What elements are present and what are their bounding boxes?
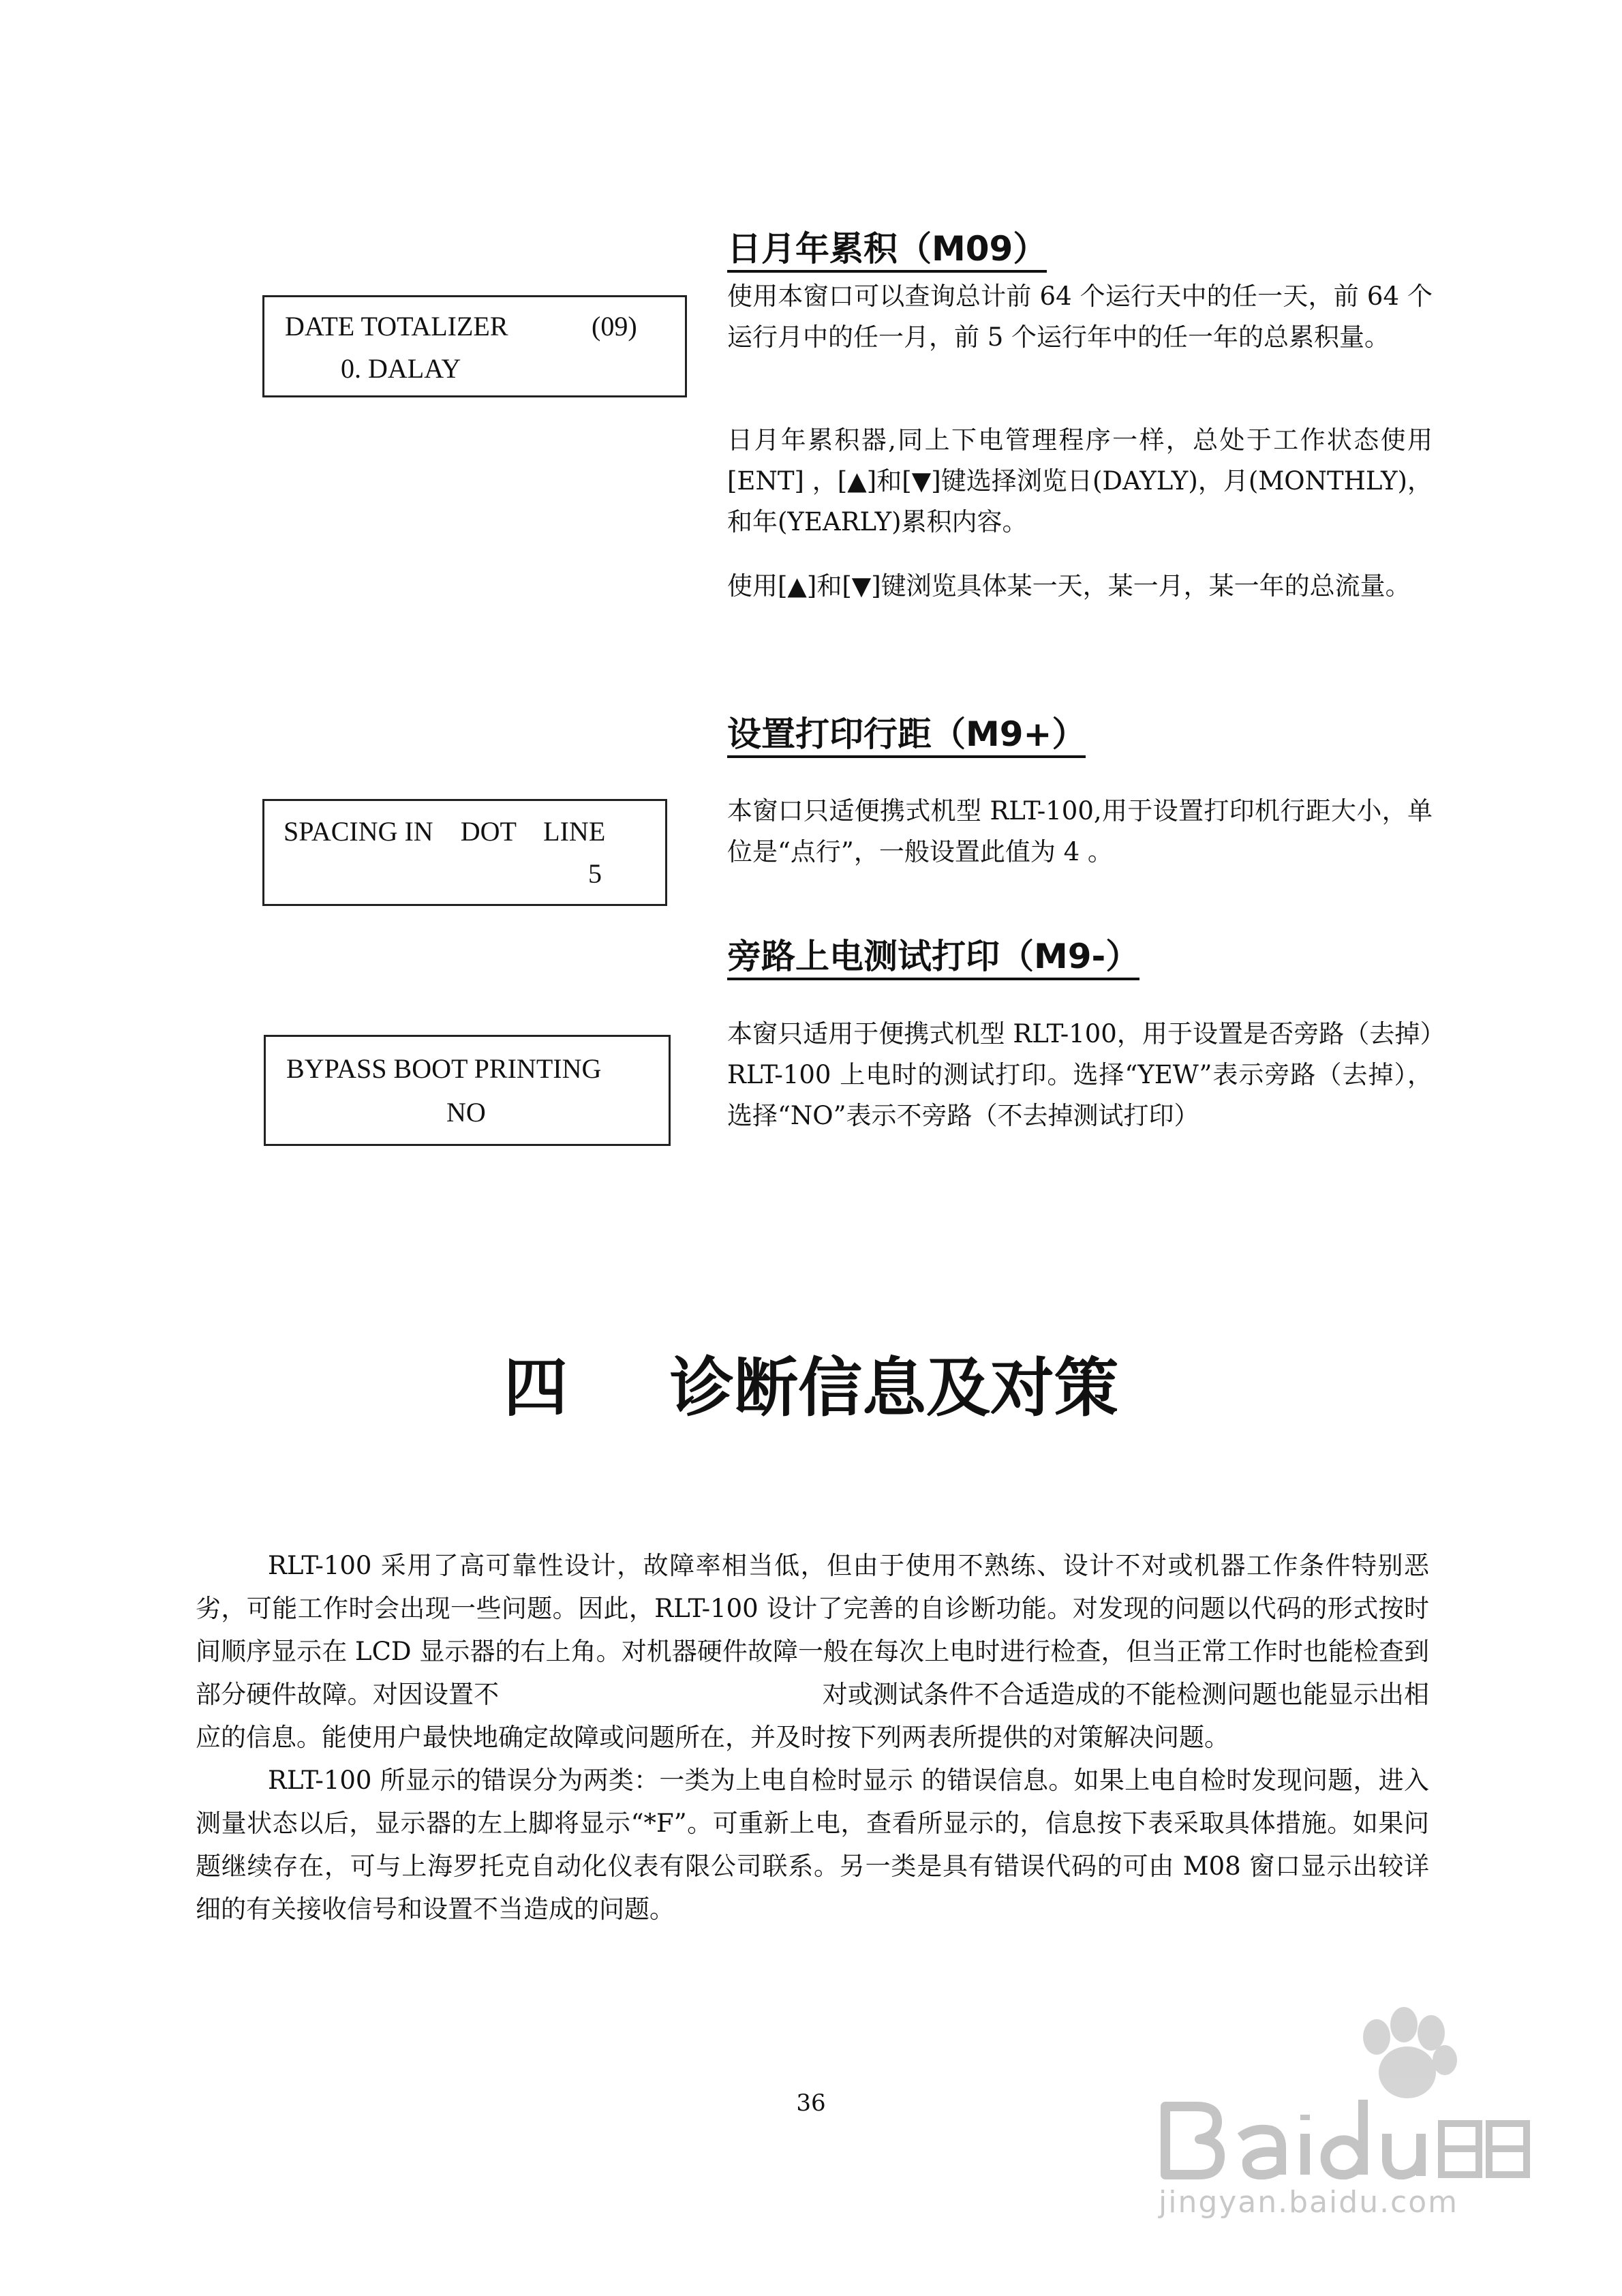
- section1-paragraph-2: 日月年累积器,同上下电管理程序一样，总处于工作状态使用[ENT] ，[▲]和[▼]键选择浏览日(DAYLY)，月(MONTHLY)，和年(YEARLY)累积内容。: [727, 425, 1433, 537]
- section1-paragraph-1: 使用本窗口可以查询总计前 64 个运行天中的任一天，前 64 个运行月中的任一月，前 5 个运行年中的任一年的总累积量。: [727, 282, 1433, 352]
- section-title-date-totalizer: 日月年累积（M09）: [727, 232, 1047, 273]
- body-paragraph-1: RLT-100 采用了高可靠性设计，故障率相当低，但由于使用不熟练、设计不对或机器工作条件特别恶劣，可能工作时会出现一些问题。因此，RLT-100 设计了完善的自诊断功能。对发现的问题以代码的形式按时间顺序显示在 LCD 显示器的右上角。对机器硬件故障一般在每次上电时进行检查，但当正常工作时也能检查到部分硬件故障。对因设置不 对或测试条件不合适造成的不能检测问题也能显示出相应的信息。能使用户最快地确定故障或问题所在，并及时按下列两表所提供的对策解决问题。: [196, 1551, 1429, 1752]
- chapter-heading: [0, 1351, 1622, 1425]
- lcd-line2: 5: [588, 858, 602, 889]
- lcd-line2: 0. DALAY: [341, 353, 461, 384]
- chapter-title: 诊断信息及对策: [670, 1351, 1119, 1425]
- section-title-bypass-boot-print: 旁路上电测试打印（M9-）: [727, 939, 1139, 980]
- baidu-jingyan-watermark-logo: [1152, 1997, 1533, 2202]
- section1-paragraph-3: 使用[▲]和[▼]键浏览具体某一天，某一月，某一年的总流量。: [727, 571, 1411, 601]
- lcd-line1: BYPASS BOOT PRINTING: [286, 1053, 602, 1084]
- lcd-line2: NO: [446, 1097, 486, 1128]
- lcd-line1: SPACING IN DOT LINE: [284, 816, 606, 847]
- section-title-print-spacing: 设置打印行距（M9+）: [727, 717, 1086, 758]
- page-number: 36: [796, 2089, 826, 2117]
- section3-paragraph-1: 本窗只适用于便携式机型 RLT-100，用于设置是否旁路（去掉）RLT-100 上电时的测试打印。选择“YEW”表示旁路（去掉），选择“NO”表示不旁路（不去掉测试打印）: [727, 1019, 1433, 1130]
- chapter-number: 四: [503, 1351, 568, 1425]
- lcd-display-bypass-boot-print: [264, 1035, 671, 1146]
- lcd-display-date-totalizer: [262, 295, 687, 397]
- lcd-line1-right: (09): [592, 311, 637, 342]
- section2-paragraph-1: 本窗口只适便携式机型 RLT-100,用于设置打印机行距大小，单位是“点行”，一般设置此值为 4 。: [727, 796, 1433, 866]
- body-paragraph-2: RLT-100 所显示的错误分为两类：一类为上电自检时显示 的错误信息。如果上电自检时发现问题，进入测量状态以后，显示器的左上脚将显示“*F”。可重新上电，查看所显示的，信息按下表采取具体措施。如果问题继续存在，可与上海罗托克自动化仪表有限公司联系。另一类是具有错误代码的可由 M08 窗口显示出较详细的有关接收信号和设置不当造成的问题。: [196, 1766, 1429, 1924]
- body-text: [196, 1544, 1429, 1931]
- lcd-display-print-spacing: [262, 799, 667, 906]
- watermark-url: jingyan.baidu.com: [1159, 2185, 1459, 2220]
- lcd-line1-left: DATE TOTALIZER: [285, 311, 508, 342]
